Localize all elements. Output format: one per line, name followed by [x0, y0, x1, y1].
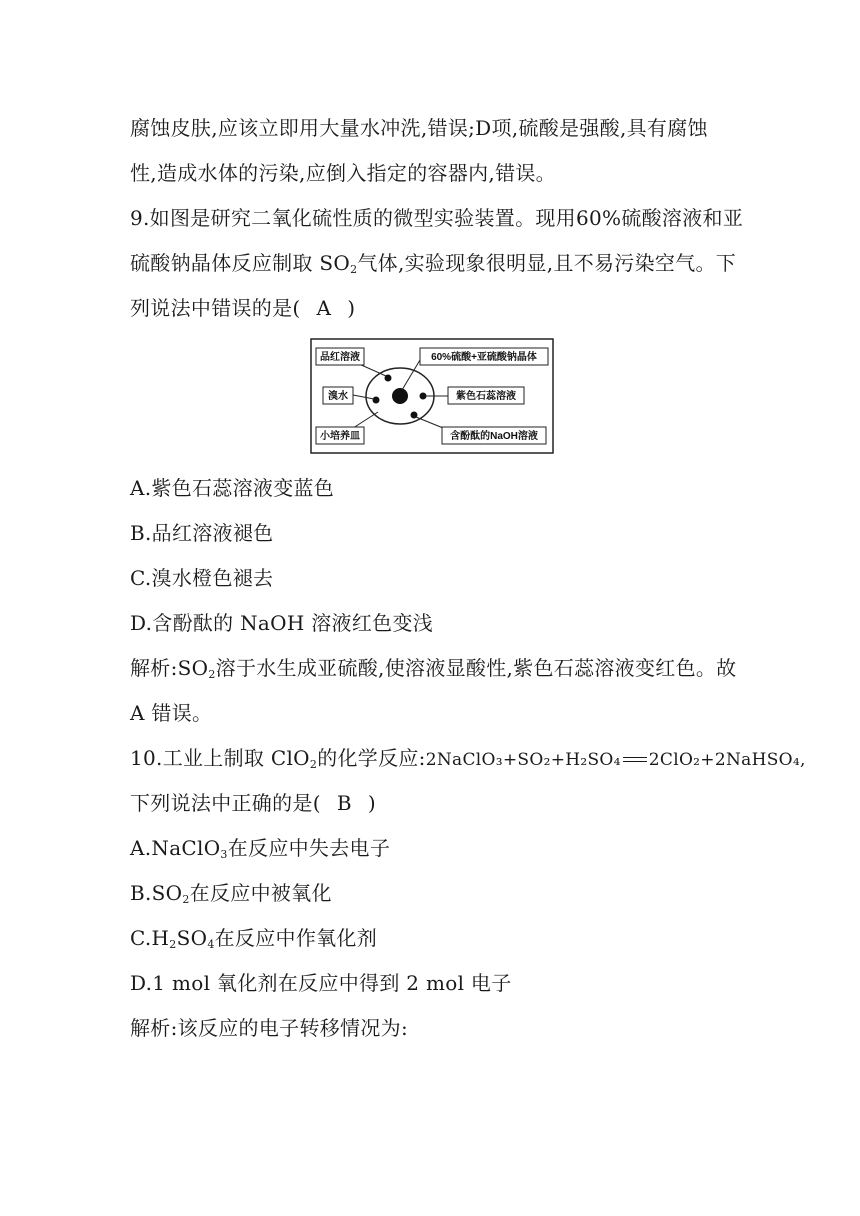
text-l2: 性,造成水体的污染,应倒入指定的容器内,错误。: [130, 161, 556, 185]
q9-close-paren: ): [347, 296, 356, 320]
subscript: 2: [309, 758, 318, 771]
q9-stem-text-2a: 硫酸钠晶体反应制取 SO: [130, 251, 351, 275]
subscript: 3: [220, 848, 228, 861]
question-9-stem-3: [130, 296, 355, 320]
q10-exp-text: 解析:该反应的电子转移情况为:: [130, 1016, 408, 1040]
question-9-stem-2: [130, 251, 736, 275]
label-acid: 60%硫酸+亚硫酸钠晶体: [431, 352, 537, 363]
text-line-2: [130, 161, 556, 185]
q10-option-a-post: 在反应中失去电子: [227, 836, 391, 860]
subscript: 2: [208, 668, 216, 681]
q10-close-paren: ): [367, 791, 376, 815]
well-litmus: [420, 393, 427, 400]
q9-option-d: [130, 611, 433, 635]
question-9-stem-1: [130, 206, 743, 230]
label-litmus: 紫色石蕊溶液: [456, 391, 516, 402]
q10-explanation: [130, 1016, 408, 1040]
q10-option-c-post: 在反应中作氧化剂: [214, 926, 378, 950]
question-10-stem-1: [130, 746, 806, 772]
q9-explanation-1: [130, 656, 736, 680]
q10-option-c-pre: C.H: [130, 926, 170, 950]
q10-option-d-text: D.1 mol 氧化剂在反应中得到 2 mol 电子: [130, 971, 512, 995]
label-bromine: 溴水: [328, 391, 348, 402]
label-dish: 小培养皿: [320, 431, 360, 442]
q9-exp-text-b: 溶于水生成亚硫酸,使溶液显酸性,紫色石蕊溶液变红色。故: [215, 656, 737, 680]
q10-answer: B: [336, 791, 352, 815]
q9-exp-text-a: 解析:SO: [130, 656, 209, 680]
q10-option-a-pre: A.NaClO: [130, 836, 221, 860]
center-well: [392, 388, 408, 404]
subscript: 2: [182, 893, 190, 906]
q10-option-d: [130, 971, 512, 995]
q9-option-a: [130, 476, 334, 500]
q9-exp-text-2: A 错误。: [130, 701, 213, 725]
question-10-stem-2: [130, 791, 376, 815]
equation-reactants: 2NaClO₃+SO₂+H₂SO₄: [425, 750, 621, 770]
subscript: 2: [350, 263, 358, 276]
q9-answer: A: [316, 296, 332, 320]
equation-products: 2ClO₂+2NaHSO₄,: [648, 750, 806, 770]
q9-option-b-text: B.品红溶液褪色: [130, 521, 274, 545]
text-line-1: [130, 116, 708, 140]
subscript: 4: [207, 938, 215, 951]
q10-option-c-mid: SO: [176, 926, 208, 950]
q9-option-b: [130, 521, 273, 545]
equation-equals-sign: [621, 755, 649, 765]
q9-option-a-text: A.紫色石蕊溶液变蓝色: [130, 476, 335, 500]
q10-stem-text-2: 下列说法中正确的是(: [130, 791, 321, 815]
q10-stem-text-1b: 的化学反应:: [317, 746, 426, 770]
experiment-diagram: [310, 338, 554, 454]
q9-stem-text-2b: 气体,实验现象很明显,且不易污染空气。下: [357, 251, 737, 275]
q9-stem-text-3: 列说法中错误的是(: [130, 296, 301, 320]
diagram-svg: [310, 338, 554, 454]
q9-explanation-2: [130, 701, 212, 725]
text-l1: 腐蚀皮肤,应该立即用大量水冲洗,错误;D项,硫酸是强酸,具有腐蚀: [130, 116, 708, 140]
q9-option-d-text: D.含酚酞的 NaOH 溶液红色变浅: [130, 611, 434, 635]
subscript: 2: [169, 938, 177, 951]
q9-stem-text-1: 9.如图是研究二氧化硫性质的微型实验装置。现用60%硫酸溶液和亚: [130, 206, 744, 230]
well-bromine: [373, 397, 380, 404]
q10-option-c: [130, 926, 377, 950]
q10-option-a: [130, 836, 390, 860]
q10-option-b-pre: B.SO: [130, 881, 183, 905]
q9-option-c: [130, 566, 273, 590]
label-naoh: 含酚酞的NaOH溶液: [450, 431, 538, 442]
label-pinhong: 品红溶液: [320, 352, 360, 363]
q9-option-c-text: C.溴水橙色褪去: [130, 566, 274, 590]
q10-stem-text-1a: 10.工业上制取 ClO: [130, 746, 310, 770]
q10-option-b: [130, 881, 332, 905]
q10-option-b-post: 在反应中被氧化: [189, 881, 332, 905]
